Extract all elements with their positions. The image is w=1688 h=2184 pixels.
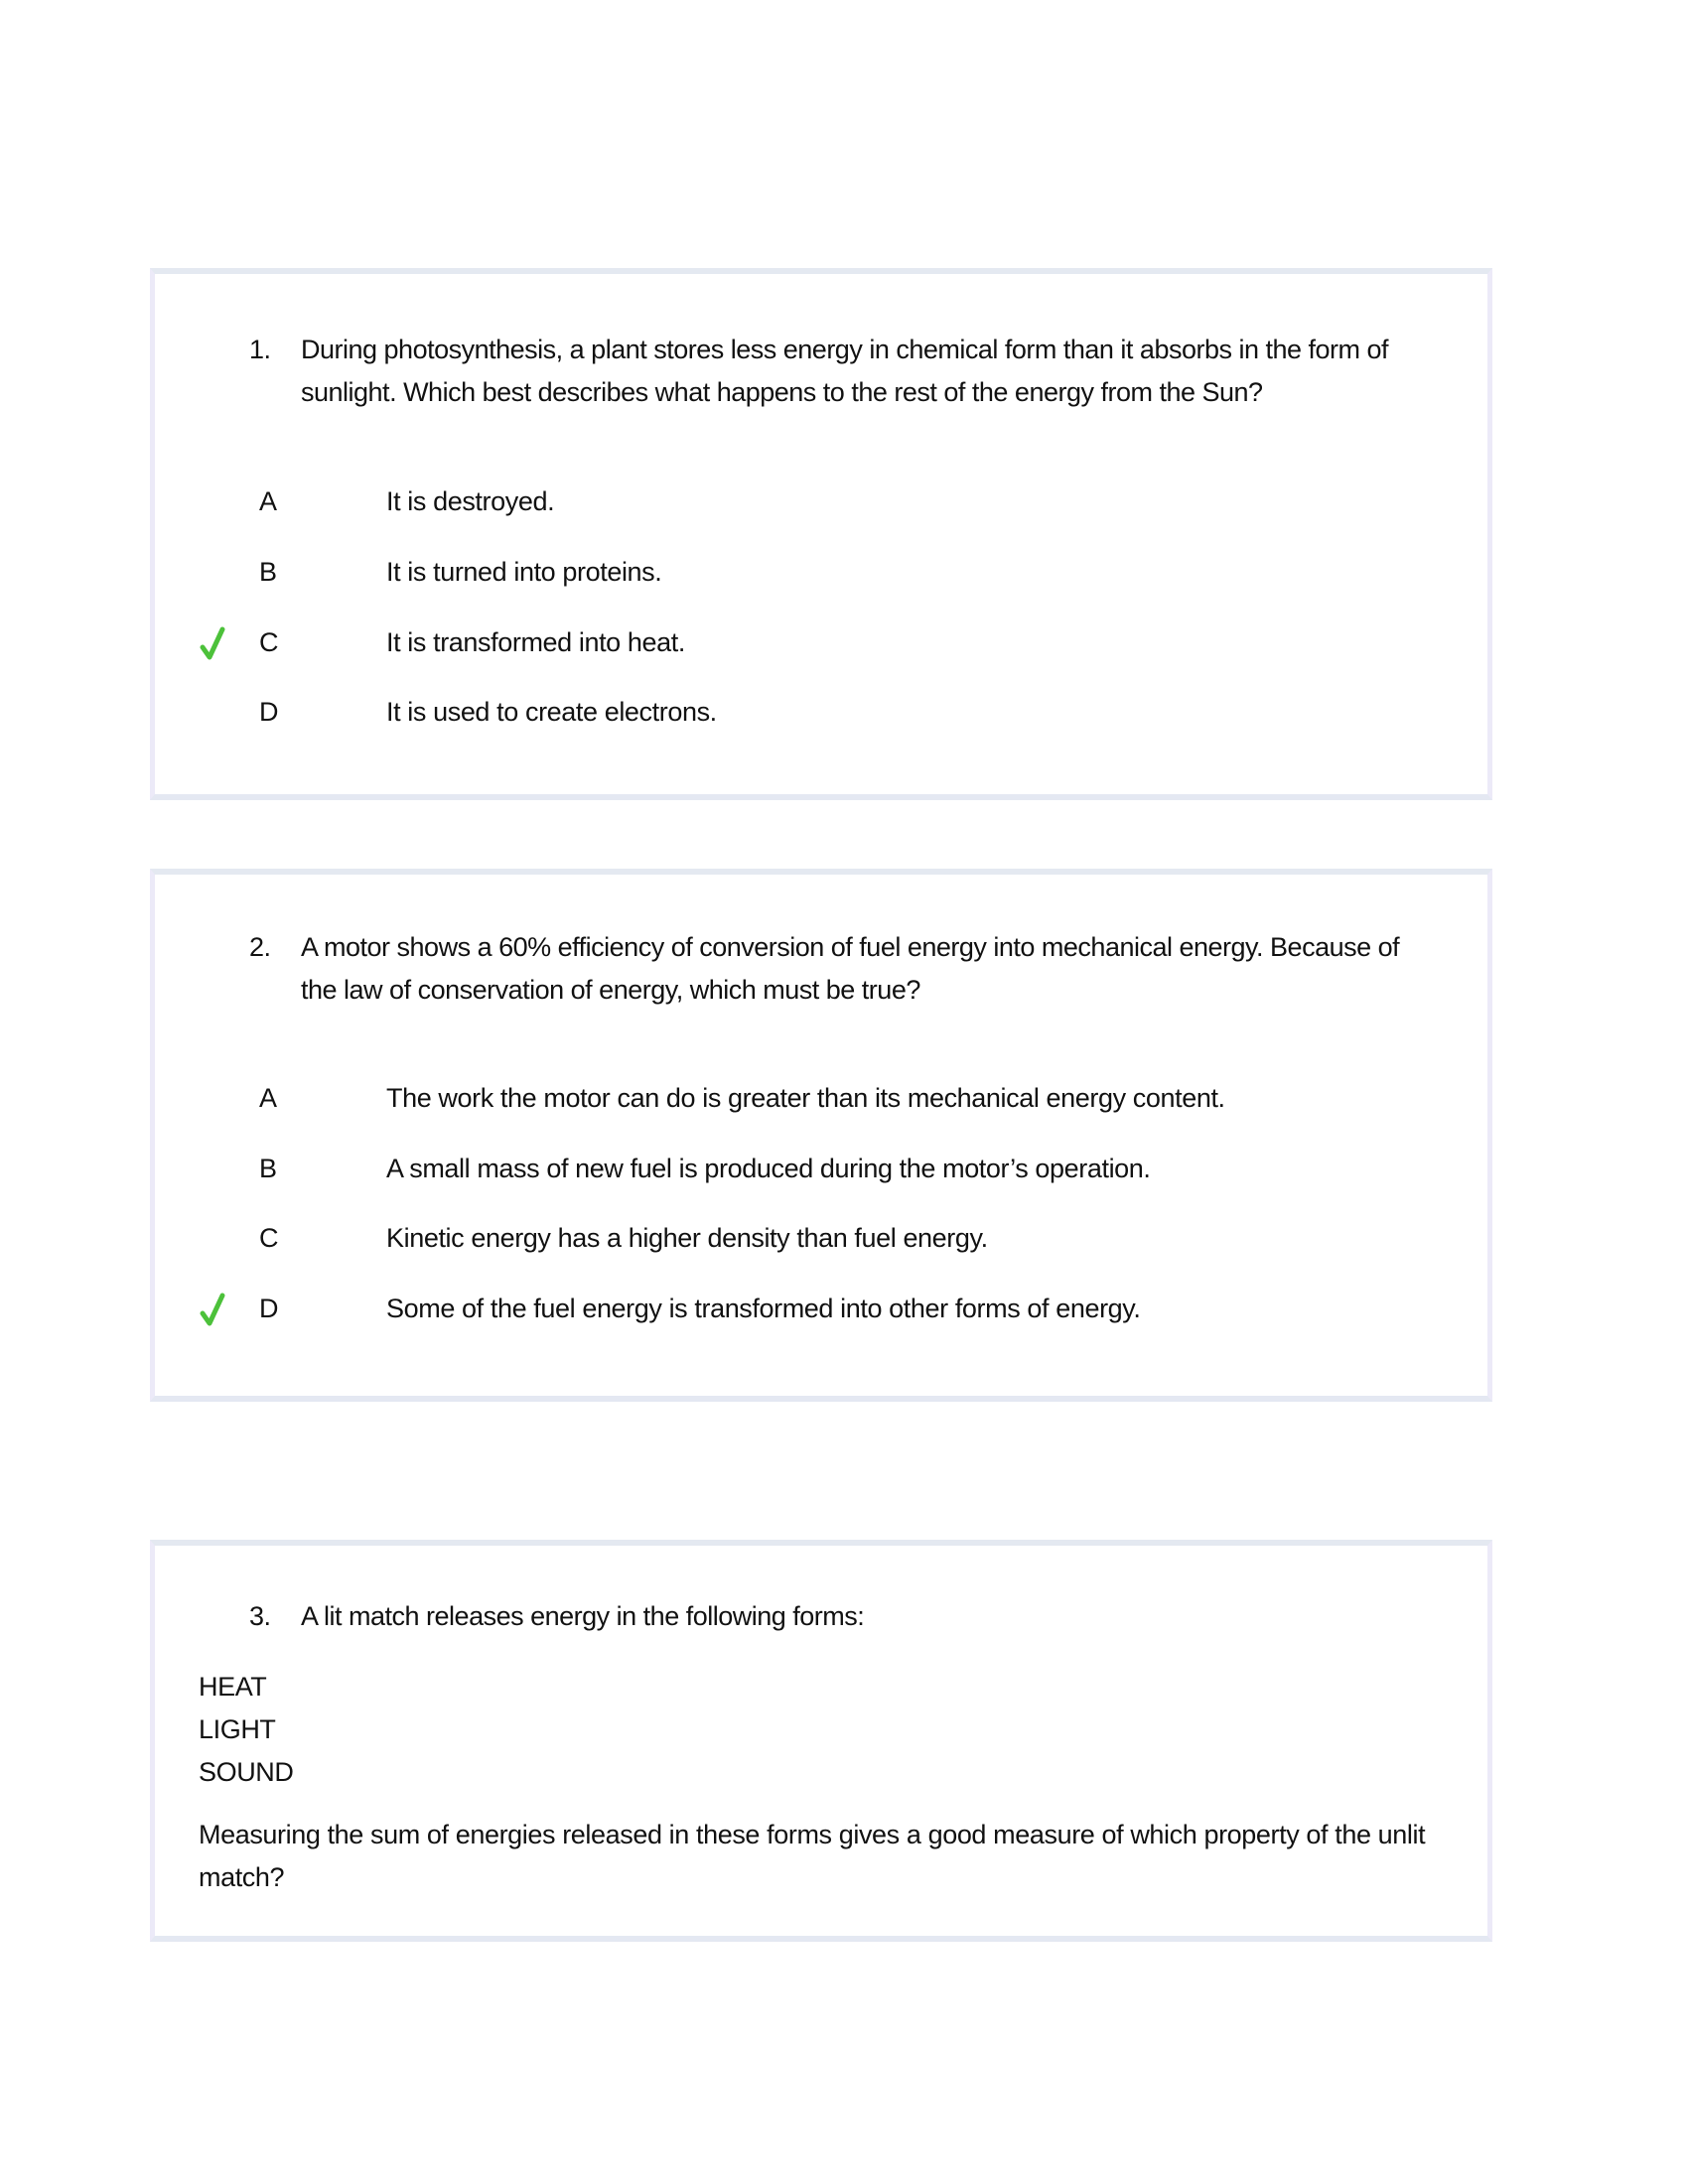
option-b[interactable] [155,557,1446,597]
option-c[interactable] [155,627,1446,667]
energy-form-sound: SOUND [199,1757,294,1787]
correct-check-icon [199,623,228,663]
option-letter: A [259,1083,277,1113]
option-text: Kinetic energy has a higher density than fuel energy. [386,1223,988,1253]
option-letter: B [259,1154,277,1183]
question-text: During photosynthesis, a plant stores less energy in chemical form than it absorbs in the form of sunlight. Which best describes what happens to the rest of the energy from the Sun? [301,335,1389,407]
question-stem [249,329,1441,414]
option-letter: D [259,697,279,727]
question-card-1 [150,268,1492,800]
question-stem [249,1595,1441,1638]
question-number: 3. [249,1601,271,1631]
option-d[interactable] [155,697,1446,737]
option-c[interactable] [155,1223,1446,1263]
option-text: It is transformed into heat. [386,627,685,657]
option-text: The work the motor can do is greater than its mechanical energy content. [386,1083,1225,1113]
question-card-3 [150,1540,1492,1942]
correct-check-icon [199,1290,228,1329]
option-a[interactable] [155,1083,1446,1123]
question-follow-up: Measuring the sum of energies released in these forms gives a good measure of which property of the unlit match? [199,1820,1426,1892]
question-text: A lit match releases energy in the following forms: [301,1601,865,1631]
option-text: It is turned into proteins. [386,557,662,587]
option-letter: D [259,1294,279,1323]
question-number: 1. [249,335,271,364]
option-text: It is destroyed. [386,486,555,516]
option-letter: C [259,627,279,657]
option-d[interactable] [155,1294,1446,1333]
option-letter: B [259,557,277,587]
question-number: 2. [249,932,271,962]
energy-form-light: LIGHT [199,1714,276,1744]
question-text: A motor shows a 60% efficiency of conversion of fuel energy into mechanical energy. Because of the law of conservation of energy, which must be true? [301,932,1400,1005]
question-card-2 [150,869,1492,1402]
energy-form-heat: HEAT [199,1672,267,1702]
option-a[interactable] [155,486,1446,526]
option-b[interactable] [155,1154,1446,1193]
option-text: A small mass of new fuel is produced during the motor’s operation. [386,1154,1151,1183]
option-letter: C [259,1223,279,1253]
option-letter: A [259,486,277,516]
option-text: It is used to create electrons. [386,697,717,727]
option-text: Some of the fuel energy is transformed into other forms of energy. [386,1294,1141,1323]
question-stem [249,926,1441,1012]
